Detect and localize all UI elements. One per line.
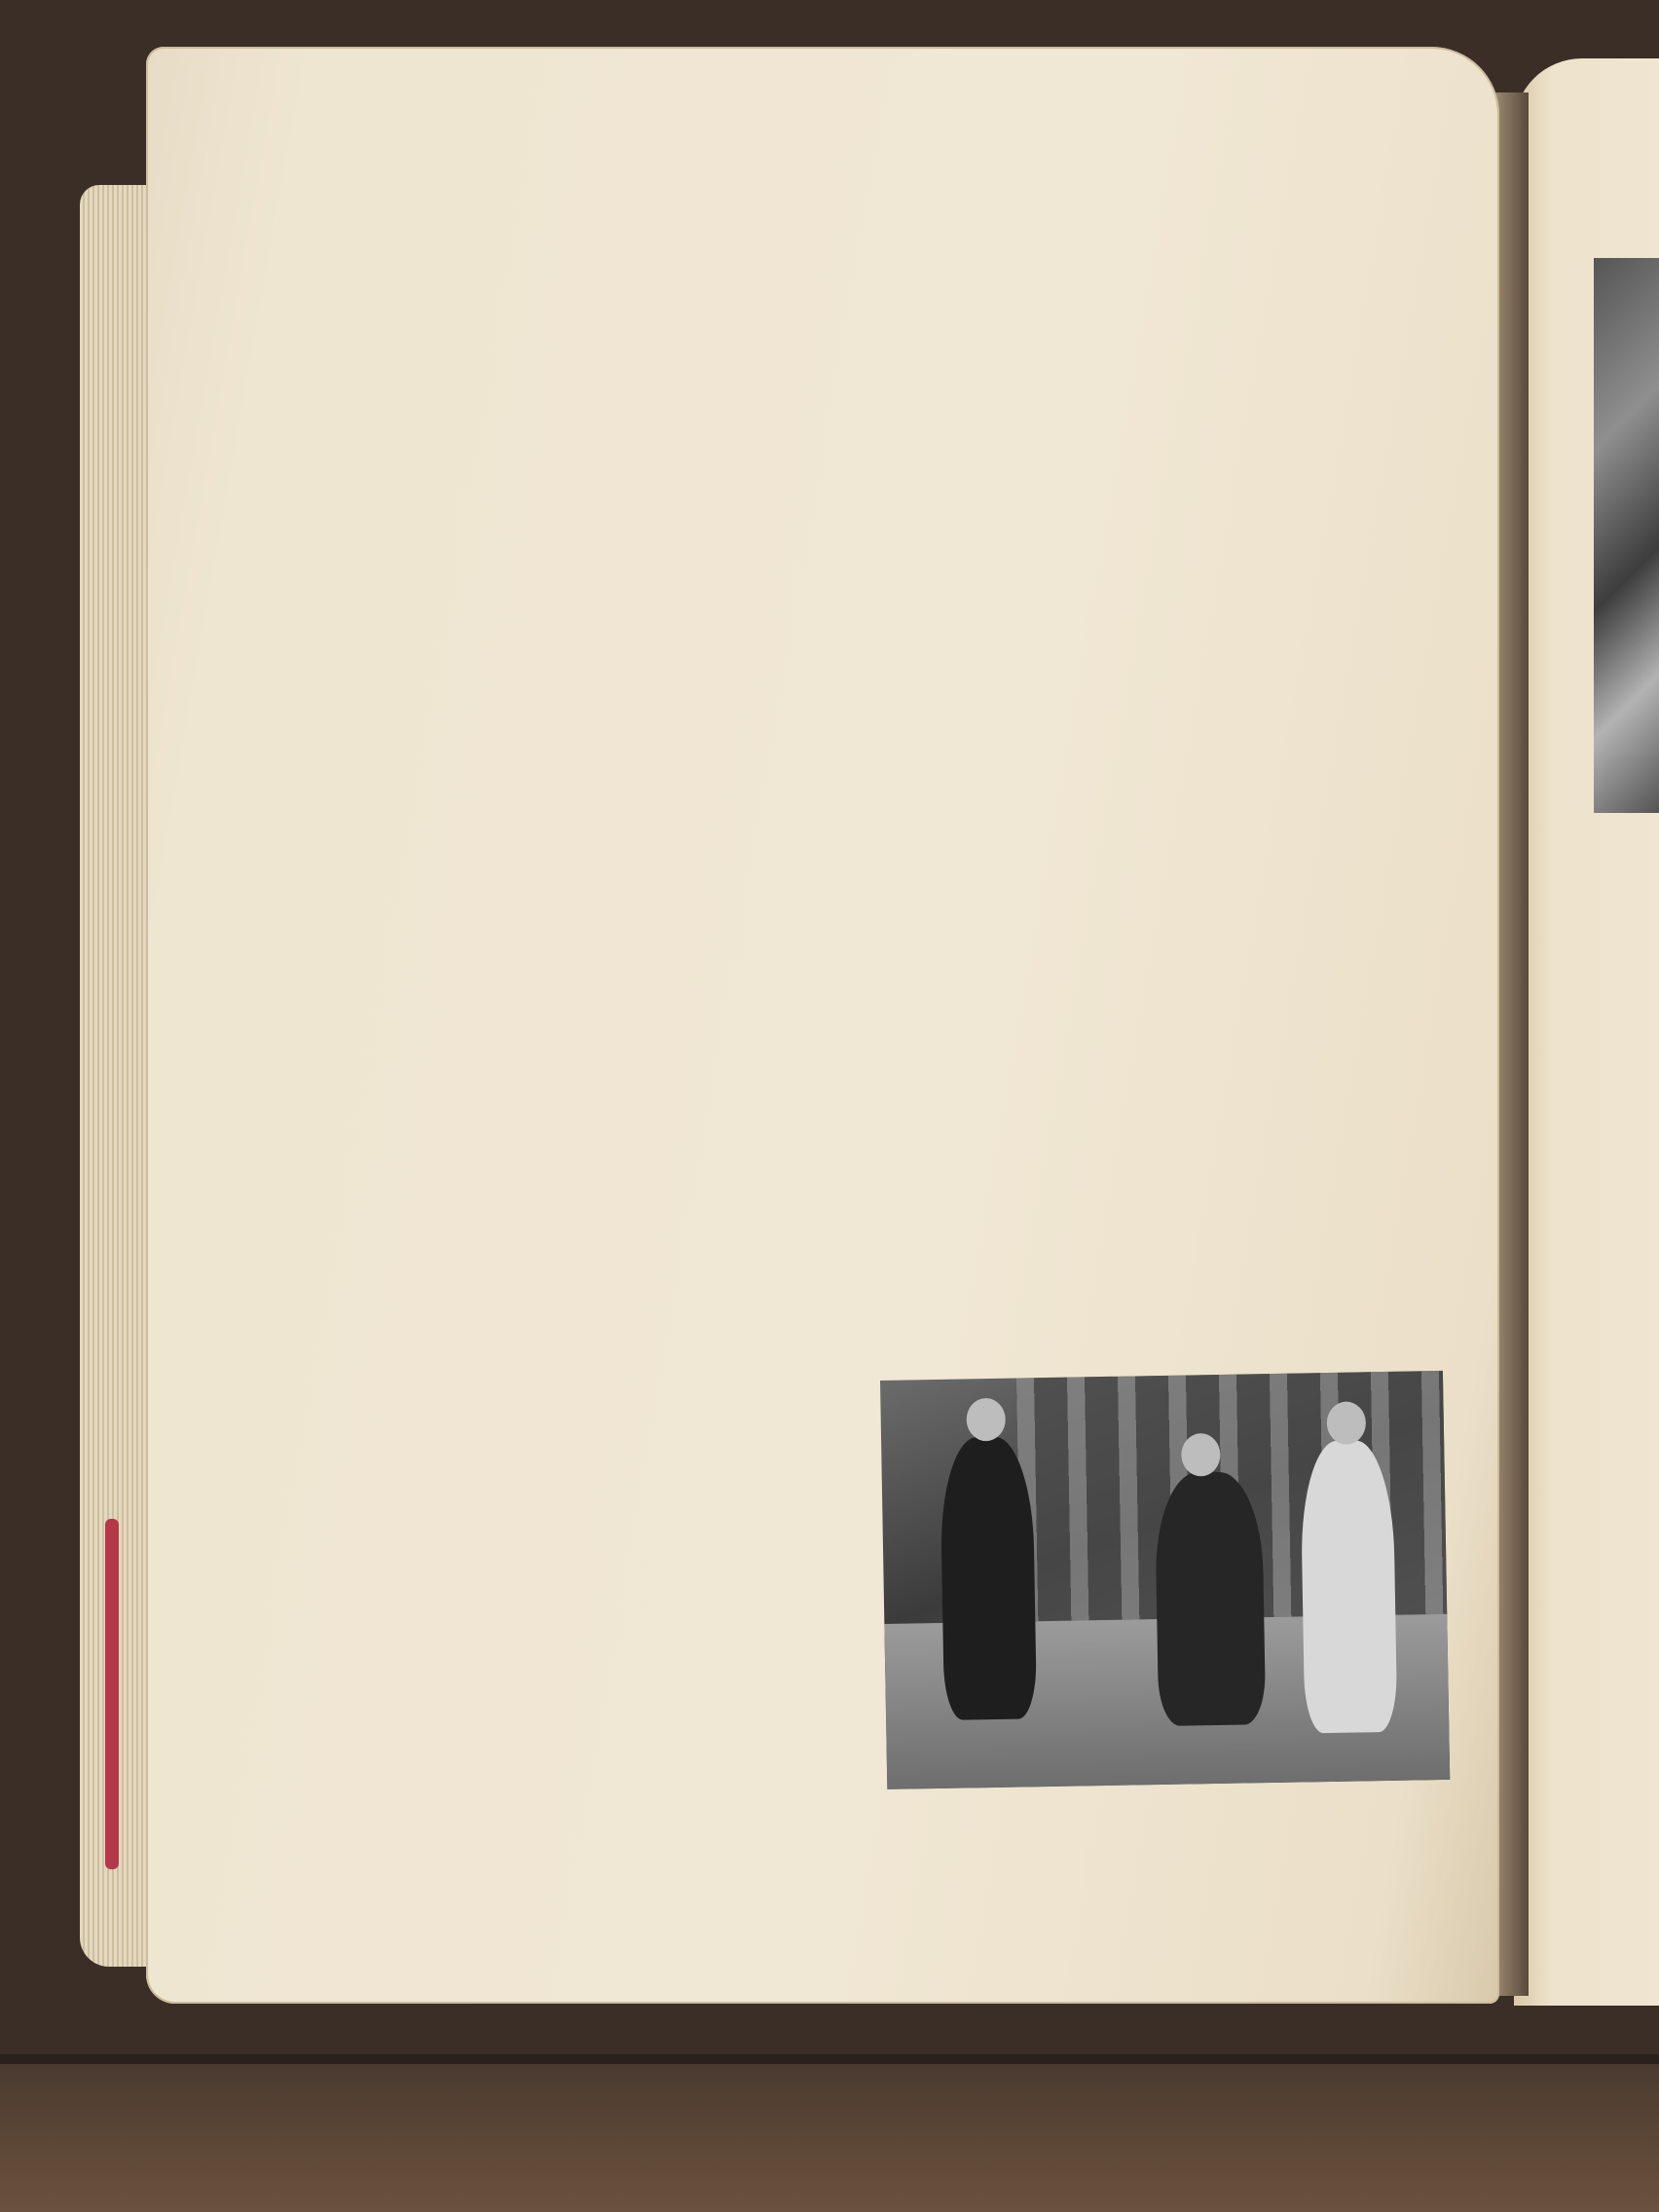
fandango-photo bbox=[880, 1371, 1450, 1789]
page-marker-edge bbox=[105, 1519, 119, 1869]
facing-page-photo bbox=[1594, 258, 1659, 813]
dancer-figure bbox=[1300, 1440, 1397, 1734]
dancer-figure bbox=[940, 1436, 1037, 1720]
facing-page bbox=[1514, 58, 1659, 2006]
accordion-player-figure bbox=[1155, 1471, 1267, 1726]
dancer-head bbox=[966, 1398, 1006, 1442]
table-surface bbox=[0, 2064, 1659, 2212]
